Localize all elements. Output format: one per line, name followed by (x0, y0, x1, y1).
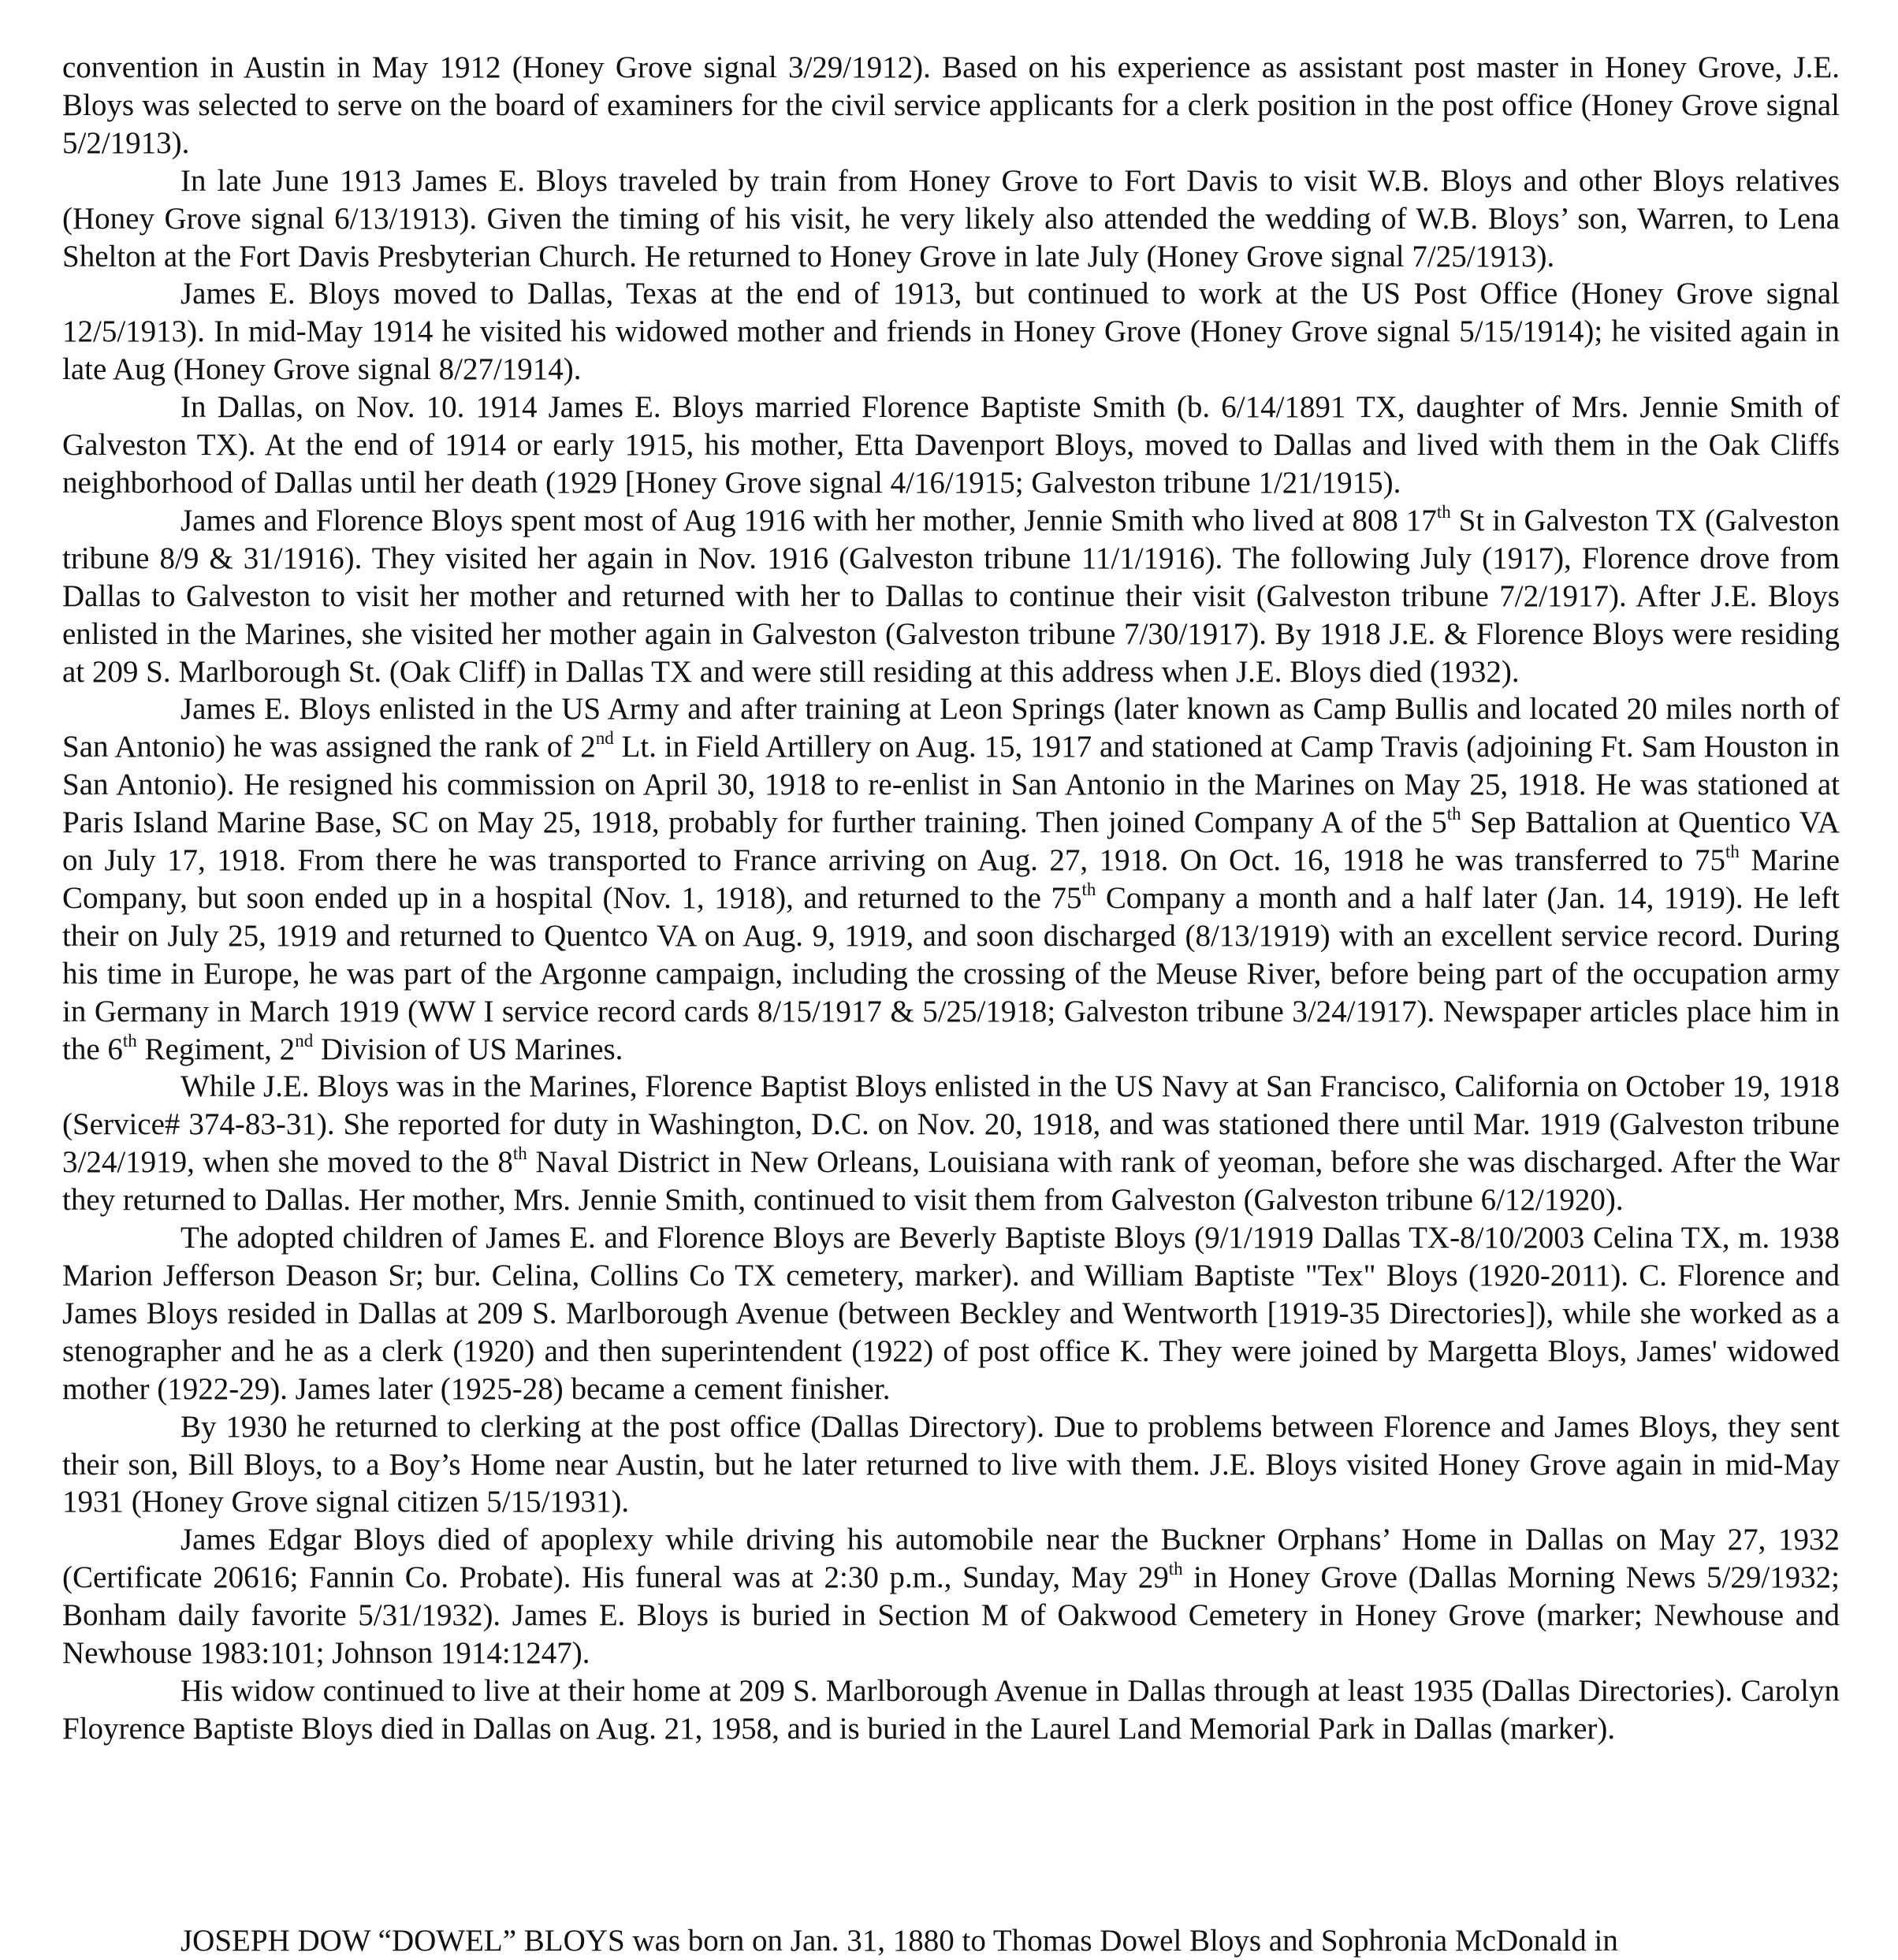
paragraph-2: In late June 1913 James E. Bloys traveled by train from Honey Grove to Fort Davis to visit W.B. Bloys and other Bloys relatives (Honey Grove signal 6/13/1913). Given the timing of his visit, he very likely also attended the wedding of W.B. Bloys’ son, Warren, to Lena Shelton at the Fort Davis Presbyterian Church. He returned to Honey Grove in late July (Honey Grove signal 7/25/1913). (62, 163, 1840, 273)
paragraph-7: While J.E. Bloys was in the Marines, Florence Baptist Bloys enlisted in the US Navy at San Francisco, California on October 19, 1918 (Service# 374-83-31). She reported for duty in Washington, D.C. on Nov. 20, 1918, and was stationed there until Mar. 1919 (Galveston tribune 3/24/1919, when she moved to the 8th Naval District in New Orleans, Louisiana with rank of yeoman, before she was discharged. After the War they returned to Dallas. Her mother, Mrs. Jennie Smith, continued to visit them from Galveston (Galveston tribune 6/12/1920). (62, 1069, 1840, 1218)
paragraph-11: His widow continued to live at their home at 209 S. Marlborough Avenue in Dallas through at least 1935 (Dallas Directories). Carolyn Floyrence Baptiste Bloys died in Dallas on Aug. 21, 1958, and is buried in the Laurel Land Memorial Park in Dallas (marker). (62, 1673, 1840, 1746)
paragraph-9: By 1930 he returned to clerking at the post office (Dallas Directory). Due to problems between Florence and James Bloys, they sent their son, Bill Bloys, to a Boy’s Home near Austin, but he later returned to live with them. J.E. Bloys visited Honey Grove again in mid-May 1931 (Honey Grove signal citizen 5/15/1931). (62, 1409, 1840, 1519)
paragraph-6: James E. Bloys enlisted in the US Army and after training at Leon Springs (later known as Camp Bullis and located 20 miles north of San Antonio) he was assigned the rank of 2nd Lt. in Field Artillery on Aug. 15, 1917 and stationed at Camp Travis (adjoining Ft. Sam Houston in San Antonio). He resigned his commission on April 30, 1918 to re-enlist in San Antonio in the Marines on May 25, 1918. He was stationed at Paris Island Marine Base, SC on May 25, 1918, probably for further training. Then joined Company A of the 5th Sep Battalion at Quentico VA on July 17, 1918. From there he was transported to France arriving on Aug. 27, 1918. On Oct. 16, 1918 he was transferred to 75th Marine Company, but soon ended up in a hospital (Nov. 1, 1918), and returned to the 75th Company a month and a half later (Jan. 14, 1919). He left their on July 25, 1919 and returned to Quentco VA on Aug. 9, 1919, and soon discharged (8/13/1919) with an excellent service record. During his time in Europe, he was part of the Argonne campaign, including the crossing of the Meuse River, before being part of the occupation army in Germany in March 1919 (WW I service record cards 8/15/1917 & 5/25/1918; Galveston tribune 3/24/1917). Newspaper articles place him in the 6th Regiment, 2nd Division of US Marines. (62, 692, 1840, 1066)
paragraph-10: James Edgar Bloys died of apoplexy while driving his automobile near the Buckner Orphans’ Home in Dallas on May 27, 1932 (Certificate 20616; Fannin Co. Probate). His funeral was at 2:30 p.m., Sunday, May 29th in Honey Grove (Dallas Morning News 5/29/1932; Bonham daily favorite 5/31/1932). James E. Bloys is buried in Section M of Oakwood Cemetery in Honey Grove (marker; Newhouse and Newhouse 1983:101; Johnson 1914:1247). (62, 1523, 1840, 1671)
cut-off-line (180, 1924, 1875, 1959)
paragraph-3: James E. Bloys moved to Dallas, Texas at the end of 1913, but continued to work at the US Post Office (Honey Grove signal 12/5/1913). In mid-May 1914 he visited his widowed mother and friends in Honey Grove (Honey Grove signal 5/15/1914); he visited again in late Aug (Honey Grove signal 8/27/1914). (62, 277, 1840, 387)
body-text (62, 49, 1840, 1748)
paragraph-8: The adopted children of James E. and Florence Bloys are Beverly Baptiste Bloys (9/1/1919 Dallas TX-8/10/2003 Celina TX, m. 1938 Marion Jefferson Deason Sr; bur. Celina, Collins Co TX cemetery, marker). and William Baptiste "Tex" Bloys (1920-2011). C. Florence and James Bloys resided in Dallas at 209 S. Marlborough Avenue (between Beckley and Wentworth [1919-35 Directories]), while she worked as a stenographer and he as a clerk (1920) and then superintendent (1922) of post office K. They were joined by Margetta Bloys, James' widowed mother (1922-29). James later (1925-28) became a cement finisher. (62, 1221, 1840, 1406)
paragraph-4: In Dallas, on Nov. 10. 1914 James E. Bloys married Florence Baptiste Smith (b. 6/14/1891 TX, daughter of Mrs. Jennie Smith of Galveston TX). At the end of 1914 or early 1915, his mother, Etta Davenport Bloys, moved to Dallas and lived with them in the Oak Cliffs neighborhood of Dallas until her death (1929 [Honey Grove signal 4/16/1915; Galveston tribune 1/21/1915). (62, 390, 1840, 500)
paragraph-1: convention in Austin in May 1912 (Honey Grove signal 3/29/1912). Based on his experience as assistant post master in Honey Grove, J.E. Bloys was selected to serve on the board of examiners for the civil service applicants for a clerk position in the post office (Honey Grove signal 5/2/1913). (62, 50, 1840, 160)
paragraph-5: James and Florence Bloys spent most of Aug 1916 with her mother, Jennie Smith who lived at 808 17th St in Galveston TX (Galveston tribune 8/9 & 31/1916). They visited her again in Nov. 1916 (Galveston tribune 11/1/1916). The following July (1917), Florence drove from Dallas to Galveston to visit her mother and returned with her to Dallas to continue their visit (Galveston tribune 7/2/1917). After J.E. Bloys enlisted in the Marines, she visited her mother again in Galveston (Galveston tribune 7/30/1917). By 1918 J.E. & Florence Bloys were residing at 209 S. Marlborough St. (Oak Cliff) in Dallas TX and were still residing at this address when J.E. Bloys died (1932). (62, 501, 1840, 689)
cut-off-line-text: JOSEPH DOW “DOWEL” BLOYS was born on Jan. 31, 1880 to Thomas Dowel Bloys and Sophronia McDonald in (180, 1924, 1618, 1958)
